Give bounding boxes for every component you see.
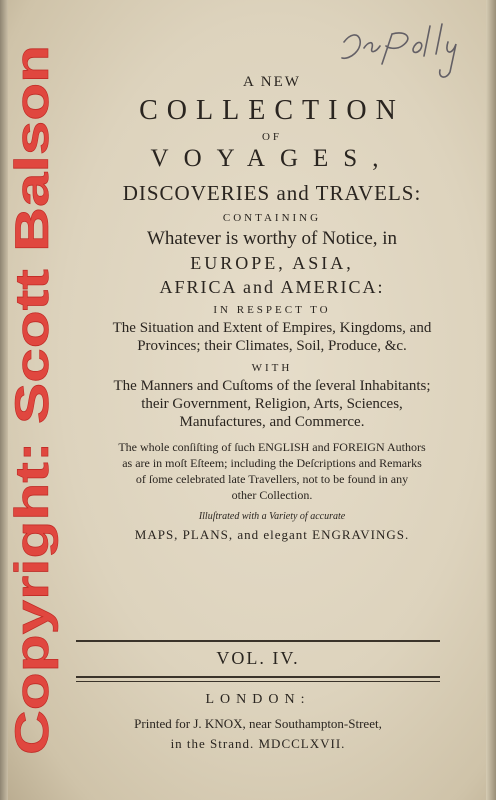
- watermark-text: Copyright: Scott Balson: [5, 217, 58, 755]
- title-line-provinces: Provinces; their Climates, Soil, Produce, &c.: [137, 338, 407, 354]
- title-line-collection: COLLECTION: [139, 95, 405, 126]
- title-line-voyages: VOYAGES,: [150, 145, 394, 172]
- title-line-containing: CONTAINING: [222, 212, 322, 224]
- sources-line-2: as are in moſt Eſteem; including the Deſcriptions and Remarks: [122, 456, 422, 470]
- title-line-africa-america: AFRICA and AMERICA:: [159, 277, 385, 297]
- title-line-europe-asia: EUROPE, ASIA,: [190, 253, 354, 273]
- sources-line-1: The whole conſiſting of ſuch ENGLISH and FOREIGN Authors: [118, 440, 426, 454]
- imprint-line-1: Printed for J. KNOX, near Southampton-Street,: [134, 716, 382, 731]
- imprint-city: LONDON:: [205, 692, 311, 707]
- title-line-with: WITH: [251, 362, 293, 374]
- title-text-block: [62, 60, 482, 543]
- title-line-manners: The Manners and Cuſtoms of the ſeveral Inhabitants;: [113, 378, 431, 394]
- rule-below-volume-2: [76, 681, 440, 682]
- rule-above-volume: [76, 640, 440, 642]
- volume-label: VOL. IV.: [216, 648, 300, 668]
- illustrated-line-2: MAPS, PLANS, and elegant ENGRAVINGS.: [134, 527, 410, 542]
- sources-line-4: other Collection.: [231, 488, 313, 502]
- title-line-situation: The Situation and Extent of Empires, Kingdoms, and: [112, 320, 432, 336]
- imprint-line-2: in the Strand. MDCCLXVII.: [170, 736, 346, 751]
- illustrated-line-1: Illuſtrated with a Variety of accurate: [198, 511, 346, 522]
- title-line-whatever: Whatever is worthy of Notice, in: [146, 228, 398, 249]
- copyright-watermark: [2, 20, 62, 780]
- sources-line-3: of ſome celebrated late Travellers, not to be found in any: [135, 472, 409, 486]
- title-line-in-respect-to: IN RESPECT TO: [213, 304, 331, 316]
- title-line-government: their Government, Religion, Arts, Sciences,: [141, 396, 403, 412]
- title-line-of: OF: [261, 131, 283, 143]
- page-edge-right: [486, 0, 496, 800]
- rule-below-volume-1: [76, 676, 440, 678]
- title-line-discoveries: DISCOVERIES and TRAVELS:: [122, 181, 422, 205]
- title-line-a-new: A NEW: [243, 74, 301, 90]
- title-line-manufactures: Manufactures, and Commerce.: [179, 414, 365, 430]
